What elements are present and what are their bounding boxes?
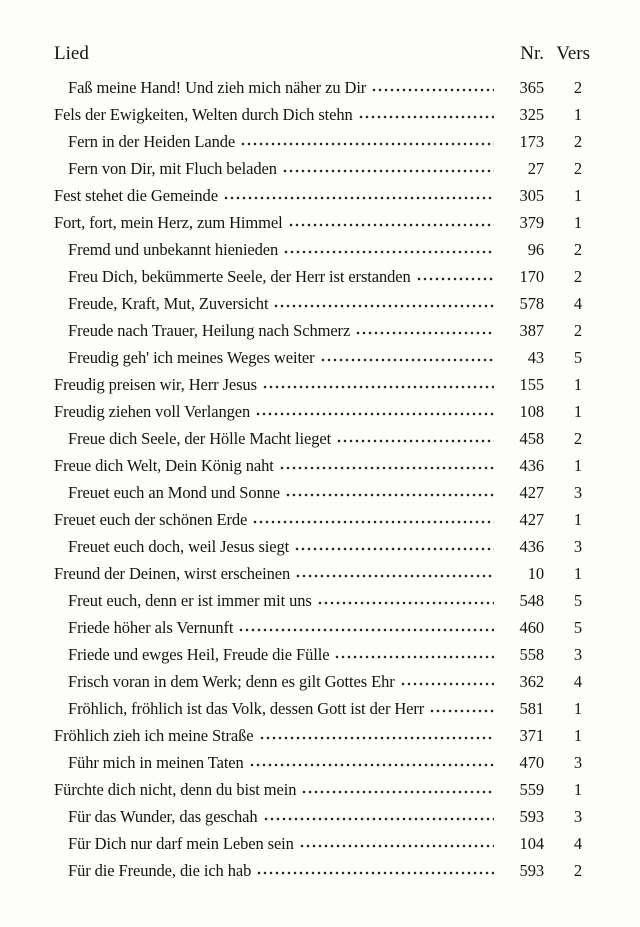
verse-number: 5 <box>573 348 582 367</box>
song-title: Freue dich Seele, der Hölle Macht lieget <box>68 429 332 448</box>
dot-leader <box>429 699 494 714</box>
index-row <box>54 506 590 533</box>
song-title: Freu Dich, bekümmerte Seele, der Herr ist erstanden <box>68 267 411 286</box>
dot-leader <box>263 807 495 822</box>
song-title: Frisch voran in dem Werk; denn es gilt Gottes Ehr <box>68 672 395 691</box>
dot-leader <box>416 267 494 282</box>
dot-leader <box>285 483 494 498</box>
index-row <box>54 668 590 695</box>
dot-leader <box>262 375 494 390</box>
index-row <box>54 452 590 479</box>
song-number: 43 <box>527 348 544 367</box>
verse-number: 1 <box>573 726 582 745</box>
dot-leader <box>294 537 494 552</box>
dot-leader <box>336 429 494 444</box>
index-row <box>54 398 590 425</box>
song-number: 108 <box>519 402 544 421</box>
verse-number: 1 <box>573 186 582 205</box>
song-number: 371 <box>519 726 544 745</box>
index-row <box>54 344 590 371</box>
index-row <box>54 74 590 101</box>
index-row <box>54 641 590 668</box>
song-number: 578 <box>519 294 544 313</box>
song-title: Freudig geh' ich meines Weges weiter <box>68 348 315 367</box>
dot-leader <box>259 726 494 741</box>
dot-leader <box>317 591 494 606</box>
song-title: Freue dich Welt, Dein König naht <box>54 456 274 475</box>
song-number: 104 <box>519 834 544 853</box>
song-number: 379 <box>519 213 544 232</box>
song-number: 458 <box>519 429 544 448</box>
dot-leader <box>355 321 494 336</box>
verse-number: 1 <box>573 213 582 232</box>
index-row <box>54 560 590 587</box>
index-row <box>54 209 590 236</box>
song-number: 436 <box>519 456 544 475</box>
dot-leader <box>256 861 494 876</box>
song-number: 558 <box>519 645 544 664</box>
song-title: Freund der Deinen, wirst erscheinen <box>54 564 291 583</box>
song-title: Faß meine Hand! Und zieh mich näher zu Dir <box>68 78 367 97</box>
dot-leader <box>371 78 494 93</box>
index-row <box>54 236 590 263</box>
index-row <box>54 722 590 749</box>
song-number: 387 <box>519 321 544 340</box>
song-number: 362 <box>519 672 544 691</box>
index-row <box>54 749 590 776</box>
dot-leader <box>334 645 494 660</box>
song-title: Freude nach Trauer, Heilung nach Schmerz <box>68 321 351 340</box>
verse-number: 2 <box>573 132 582 151</box>
verse-number: 2 <box>573 321 582 340</box>
index-row <box>54 803 590 830</box>
dot-leader <box>255 402 494 417</box>
index-row <box>54 425 590 452</box>
song-number: 325 <box>519 105 544 124</box>
index-row <box>54 155 590 182</box>
song-title: Fremd und unbekannt hienieden <box>68 240 279 259</box>
dot-leader <box>299 834 494 849</box>
verse-number: 2 <box>573 861 582 880</box>
index-row <box>54 263 590 290</box>
column-header-lied: Lied <box>54 43 89 64</box>
dot-leader <box>249 753 494 768</box>
verse-number: 4 <box>573 672 582 691</box>
song-number: 427 <box>519 483 544 502</box>
index-row <box>54 830 590 857</box>
index-row <box>54 128 590 155</box>
song-number: 305 <box>519 186 544 205</box>
song-title: Fröhlich, fröhlich ist das Volk, dessen Gott ist der Herr <box>68 699 425 718</box>
dot-leader <box>240 132 494 147</box>
song-title: Für die Freunde, die ich hab <box>68 861 252 880</box>
dot-leader <box>273 294 494 309</box>
index-row <box>54 182 590 209</box>
song-title: Freuet euch doch, weil Jesus siegt <box>68 537 290 556</box>
song-number: 155 <box>519 375 544 394</box>
verse-number: 4 <box>573 294 582 313</box>
song-number: 10 <box>527 564 544 583</box>
verse-number: 3 <box>573 645 582 664</box>
index-row <box>54 614 590 641</box>
song-title: Für das Wunder, das geschah <box>68 807 258 826</box>
song-title: Freudig preisen wir, Herr Jesus <box>54 375 257 394</box>
song-title: Fürchte dich nicht, denn du bist mein <box>54 780 297 799</box>
column-header-vers: Vers <box>556 43 590 64</box>
index-row <box>54 479 590 506</box>
verse-number: 2 <box>573 240 582 259</box>
verse-number: 3 <box>573 537 582 556</box>
dot-leader <box>238 618 494 633</box>
dot-leader <box>301 780 494 795</box>
song-number: 470 <box>519 753 544 772</box>
verse-number: 1 <box>573 510 582 529</box>
dot-leader <box>283 240 494 255</box>
dot-leader <box>288 213 494 228</box>
verse-number: 3 <box>573 483 582 502</box>
index-row <box>54 695 590 722</box>
song-number: 559 <box>519 780 544 799</box>
song-number: 436 <box>519 537 544 556</box>
verse-number: 1 <box>573 780 582 799</box>
verse-number: 5 <box>573 591 582 610</box>
dot-leader <box>282 159 494 174</box>
song-number: 548 <box>519 591 544 610</box>
song-number: 365 <box>519 78 544 97</box>
index-row <box>54 371 590 398</box>
dot-leader <box>295 564 494 579</box>
song-title: Fern von Dir, mit Fluch beladen <box>68 159 277 178</box>
index-row <box>54 533 590 560</box>
song-title: Für Dich nur darf mein Leben sein <box>68 834 294 853</box>
song-title: Fels der Ewigkeiten, Welten durch Dich stehn <box>54 105 353 124</box>
song-number: 96 <box>527 240 544 259</box>
dot-leader <box>279 456 494 471</box>
dot-leader <box>320 348 494 363</box>
song-title: Fern in der Heiden Lande <box>68 132 236 151</box>
song-title: Friede höher als Vernunft <box>68 618 234 637</box>
song-title: Freudig ziehen voll Verlangen <box>54 402 251 421</box>
verse-number: 1 <box>573 402 582 421</box>
song-number: 593 <box>519 861 544 880</box>
song-title: Führ mich in meinen Taten <box>68 753 244 772</box>
verse-number: 1 <box>573 375 582 394</box>
song-title: Fort, fort, mein Herz, zum Himmel <box>54 213 283 232</box>
song-title: Freuet euch an Mond und Sonne <box>68 483 281 502</box>
song-title: Fröhlich zieh ich meine Straße <box>54 726 254 745</box>
verse-number: 2 <box>573 267 582 286</box>
index-row <box>54 101 590 128</box>
song-number: 581 <box>519 699 544 718</box>
dot-leader <box>358 105 494 120</box>
song-number: 170 <box>519 267 544 286</box>
dot-leader <box>400 672 494 687</box>
verse-number: 5 <box>573 618 582 637</box>
verse-number: 4 <box>573 834 582 853</box>
song-number: 427 <box>519 510 544 529</box>
song-title: Friede und ewges Heil, Freude die Fülle <box>68 645 330 664</box>
song-title: Fest stehet die Gemeinde <box>54 186 218 205</box>
index-header <box>54 40 590 67</box>
verse-number: 1 <box>573 699 582 718</box>
song-title: Freude, Kraft, Mut, Zuversicht <box>68 294 269 313</box>
song-number: 27 <box>527 159 544 178</box>
dot-leader <box>223 186 494 201</box>
verse-number: 2 <box>573 429 582 448</box>
song-number: 460 <box>519 618 544 637</box>
index-row <box>54 290 590 317</box>
index-list <box>54 74 590 884</box>
verse-number: 1 <box>573 456 582 475</box>
song-title: Freuet euch der schönen Erde <box>54 510 248 529</box>
song-title: Freut euch, denn er ist immer mit uns <box>68 591 312 610</box>
column-header-nr: Nr. <box>520 43 544 64</box>
verse-number: 2 <box>573 159 582 178</box>
verse-number: 2 <box>573 78 582 97</box>
verse-number: 1 <box>573 564 582 583</box>
index-row <box>54 317 590 344</box>
dot-leader <box>252 510 494 525</box>
verse-number: 1 <box>573 105 582 124</box>
index-row <box>54 776 590 803</box>
index-row <box>54 587 590 614</box>
verse-number: 3 <box>573 807 582 826</box>
song-number: 593 <box>519 807 544 826</box>
verse-number: 3 <box>573 753 582 772</box>
index-row <box>54 857 590 884</box>
song-number: 173 <box>519 132 544 151</box>
